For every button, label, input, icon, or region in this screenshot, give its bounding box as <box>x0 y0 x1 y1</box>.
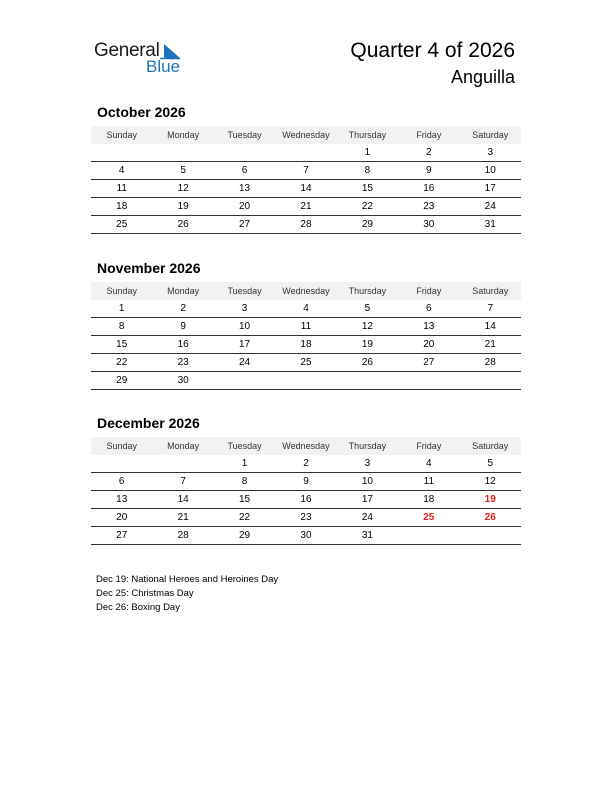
day-cell: 14 <box>484 321 496 332</box>
weekday-label: Thursday <box>348 441 387 451</box>
brand-logo <box>94 40 194 80</box>
weekday-label: Tuesday <box>227 130 262 140</box>
day-cell: 24 <box>238 357 251 368</box>
day-cell: 26 <box>484 512 496 523</box>
month-title: October 2026 <box>97 104 186 120</box>
weeks-container <box>91 455 521 545</box>
brand-general-text: General <box>94 40 160 61</box>
weekday-label: Tuesday <box>227 441 262 451</box>
weekday-label: Sunday <box>106 286 137 296</box>
day-cell: 3 <box>487 147 494 158</box>
day-cell: 25 <box>116 219 128 230</box>
day-cell <box>337 372 398 389</box>
week-row <box>91 216 521 234</box>
holiday-notes <box>96 573 278 615</box>
day-cell: 22 <box>361 201 373 212</box>
day-cell <box>152 144 213 161</box>
day-cell: 27 <box>238 219 251 230</box>
day-cell: 20 <box>423 339 435 350</box>
week-row <box>91 318 521 336</box>
day-cell: 1 <box>364 147 371 158</box>
day-cell: 30 <box>177 375 189 386</box>
week-row <box>91 491 521 509</box>
weekday-label: Friday <box>416 130 442 140</box>
day-cell <box>275 144 336 161</box>
day-cell <box>398 527 459 544</box>
day-cell: 7 <box>303 165 309 176</box>
day-cell: 17 <box>361 494 373 505</box>
week-row <box>91 300 521 318</box>
weekday-label: Thursday <box>348 286 387 296</box>
holiday-note: Dec 26: Boxing Day <box>96 602 180 613</box>
day-cell: 31 <box>484 219 496 230</box>
day-cell: 22 <box>238 512 251 523</box>
day-cell: 23 <box>423 201 435 212</box>
day-cell: 4 <box>426 458 432 469</box>
day-cell: 5 <box>180 165 186 176</box>
day-cell: 28 <box>484 357 496 368</box>
month-title: December 2026 <box>97 415 200 431</box>
day-cell: 22 <box>116 357 128 368</box>
weekday-label: Monday <box>167 441 200 451</box>
day-cell: 29 <box>116 375 128 386</box>
weekday-label: Wednesday <box>282 286 330 296</box>
day-cell: 6 <box>426 303 432 314</box>
day-cell <box>91 455 152 472</box>
day-cell: 13 <box>116 494 128 505</box>
day-cell: 31 <box>361 530 373 541</box>
page-title: Quarter 4 of 2026 <box>350 39 515 62</box>
day-cell: 19 <box>177 201 189 212</box>
weekday-label: Monday <box>167 130 200 140</box>
day-cell: 12 <box>177 183 189 194</box>
day-cell: 6 <box>118 476 125 487</box>
day-cell: 26 <box>177 219 189 230</box>
day-cell: 9 <box>426 165 432 176</box>
day-cell: 24 <box>361 512 373 523</box>
day-cell: 25 <box>300 357 312 368</box>
day-cell: 4 <box>303 303 309 314</box>
day-cell: 4 <box>118 165 125 176</box>
day-cell: 21 <box>177 512 189 523</box>
day-cell: 3 <box>241 303 248 314</box>
holiday-note: Dec 19: National Heroes and Heroines Day <box>96 574 279 585</box>
day-cell: 5 <box>487 458 494 469</box>
day-cell <box>398 372 459 389</box>
day-cell: 19 <box>361 339 373 350</box>
day-cell: 7 <box>180 476 186 487</box>
week-row <box>91 336 521 354</box>
day-cell: 18 <box>116 201 128 212</box>
day-cell: 13 <box>423 321 435 332</box>
day-cell <box>460 527 521 544</box>
holiday-note: Dec 25: Christmas Day <box>96 588 194 599</box>
week-row <box>91 180 521 198</box>
day-cell: 9 <box>180 321 186 332</box>
day-cell: 18 <box>300 339 312 350</box>
day-cell: 30 <box>423 219 435 230</box>
day-cell: 16 <box>177 339 189 350</box>
weekday-label: Tuesday <box>227 286 262 296</box>
week-row <box>91 144 521 162</box>
day-cell: 10 <box>484 165 496 176</box>
weekday-label: Thursday <box>348 130 387 140</box>
day-cell: 11 <box>300 321 312 332</box>
day-cell: 11 <box>116 183 127 194</box>
weekday-label: Wednesday <box>282 441 330 451</box>
day-cell: 2 <box>180 303 186 314</box>
day-cell <box>152 455 213 472</box>
day-cell: 5 <box>364 303 371 314</box>
brand-blue-text: Blue <box>146 57 181 76</box>
day-cell: 28 <box>177 530 189 541</box>
day-cell: 15 <box>361 183 373 194</box>
day-cell: 19 <box>484 494 496 505</box>
day-cell <box>214 372 275 389</box>
week-row <box>91 162 521 180</box>
month-title: November 2026 <box>97 260 201 276</box>
weekday-header <box>91 437 521 455</box>
day-cell: 8 <box>241 476 248 487</box>
week-row <box>91 354 521 372</box>
day-cell: 20 <box>116 512 128 523</box>
day-cell: 11 <box>423 476 435 487</box>
day-cell: 29 <box>361 219 373 230</box>
day-cell <box>214 144 275 161</box>
weekday-label: Wednesday <box>282 130 330 140</box>
weekday-label: Friday <box>416 286 442 296</box>
day-cell: 27 <box>423 357 435 368</box>
day-cell: 26 <box>361 357 373 368</box>
weekday-label: Saturday <box>472 441 509 451</box>
weekday-label: Sunday <box>106 130 137 140</box>
day-cell: 30 <box>300 530 312 541</box>
day-cell: 13 <box>238 183 251 194</box>
weekday-header <box>91 126 521 144</box>
day-cell <box>460 372 521 389</box>
week-row <box>91 455 521 473</box>
day-cell: 7 <box>487 303 494 314</box>
day-cell: 25 <box>423 512 435 523</box>
country-name: Anguilla <box>450 67 515 87</box>
day-cell: 24 <box>484 201 496 212</box>
day-cell: 1 <box>118 303 125 314</box>
day-cell: 14 <box>300 183 312 194</box>
month-calendar <box>91 414 521 545</box>
weekday-label: Sunday <box>106 441 137 451</box>
day-cell: 29 <box>238 530 251 541</box>
day-cell: 27 <box>116 530 128 541</box>
day-cell: 2 <box>426 147 432 158</box>
day-cell: 10 <box>361 476 373 487</box>
day-cell: 12 <box>484 476 496 487</box>
day-cell: 21 <box>300 201 312 212</box>
day-cell <box>275 372 336 389</box>
day-cell: 23 <box>177 357 189 368</box>
weekday-label: Monday <box>167 286 200 296</box>
weekday-label: Saturday <box>472 130 509 140</box>
day-cell: 1 <box>241 458 248 469</box>
day-cell: 23 <box>300 512 312 523</box>
day-cell: 28 <box>300 219 312 230</box>
day-cell: 8 <box>118 321 125 332</box>
day-cell: 14 <box>177 494 189 505</box>
weekday-label: Friday <box>416 441 442 451</box>
day-cell: 10 <box>238 321 251 332</box>
day-cell: 15 <box>238 494 251 505</box>
week-row <box>91 372 521 390</box>
day-cell: 18 <box>423 494 435 505</box>
weeks-container <box>91 144 521 234</box>
day-cell: 16 <box>300 494 312 505</box>
day-cell: 16 <box>423 183 435 194</box>
day-cell: 6 <box>241 165 248 176</box>
day-cell: 2 <box>303 458 309 469</box>
day-cell: 20 <box>238 201 251 212</box>
day-cell: 15 <box>116 339 128 350</box>
day-cell <box>91 144 152 161</box>
day-cell: 8 <box>364 165 371 176</box>
day-cell: 12 <box>361 321 373 332</box>
weeks-container <box>91 300 521 390</box>
month-calendar <box>91 259 521 390</box>
day-cell: 17 <box>484 183 496 194</box>
day-cell: 9 <box>303 476 309 487</box>
day-cell: 3 <box>364 458 371 469</box>
weekday-header <box>91 282 521 300</box>
week-row <box>91 527 521 545</box>
week-row <box>91 509 521 527</box>
month-calendar <box>91 103 521 234</box>
week-row <box>91 198 521 216</box>
day-cell: 17 <box>238 339 251 350</box>
week-row <box>91 473 521 491</box>
weekday-label: Saturday <box>472 286 509 296</box>
day-cell: 21 <box>484 339 496 350</box>
